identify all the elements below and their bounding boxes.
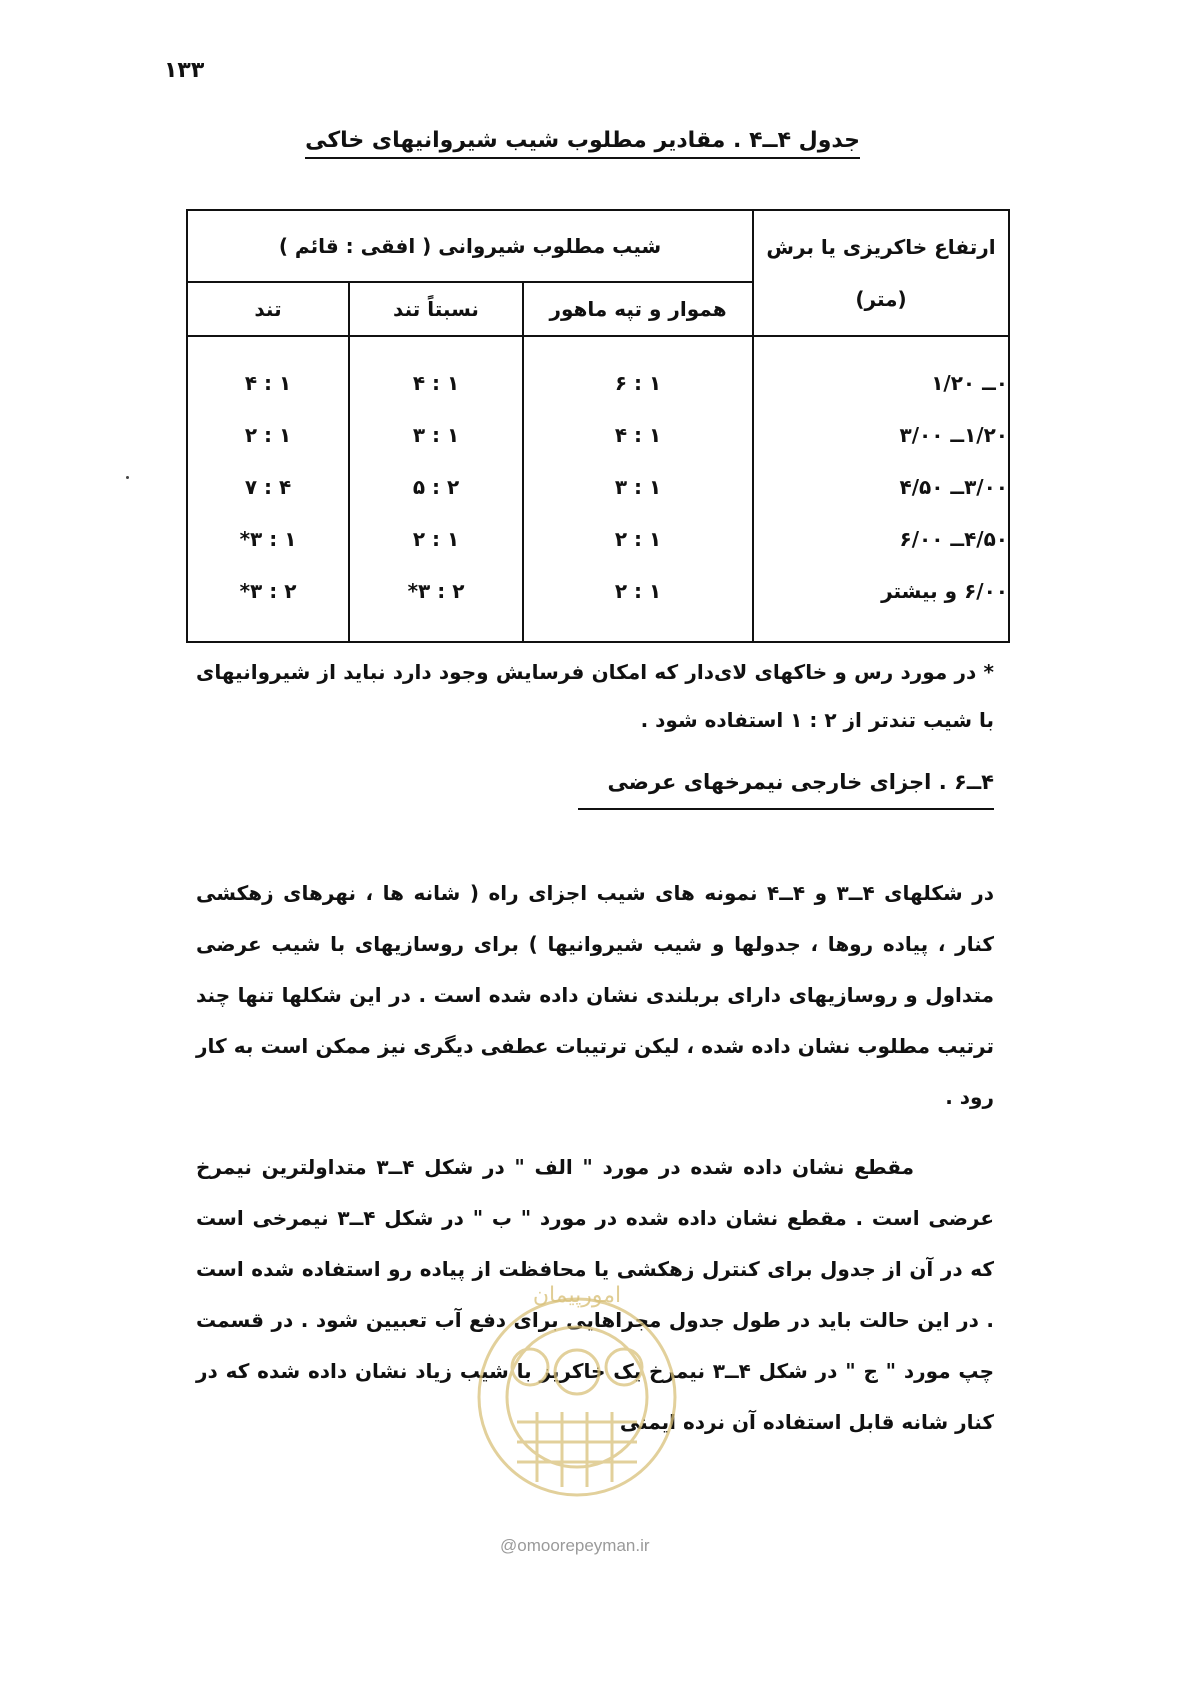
header-relatively-steep: نسبتاً تند xyxy=(349,282,523,336)
watermark-site: @omoorepeyman.ir xyxy=(500,1536,650,1555)
cell-range: ۶/۰۰ و بیشتر xyxy=(753,565,1009,617)
body-paragraph: مقطع نشان داده شده در مورد " الف " در شکل ۴ــ۳ متداولترین نیمرخ عرضی است . مقطع نشان داده شده در مورد " ب " در شکل ۴ــ۳ نیمرخی است که در آن از جدول برای کنترل زهکشی یا محافظت از پیاده رو استفاده شده است . در این حالت باید در طول جدول مجراهایی برای دفع آب تعبیین شود . در قسمت چپ مورد " ج " در شکل ۴ــ۳ نیمرخ یک خاکریز با شیب زیاد نشان داده شده که در کنار شانه قابل استفاده آن نرده ایمنی xyxy=(196,1155,995,1434)
table-row xyxy=(187,336,1009,409)
page-number: ۱۳۳ xyxy=(164,58,205,83)
table-row xyxy=(187,565,1009,617)
cell-range: ۰ــ ۱/۲۰ xyxy=(753,336,1009,409)
header-height: ارتفاع خاکریزی یا برش (متر) xyxy=(753,210,1009,336)
table-row xyxy=(187,409,1009,461)
cell-flat: ۱ : ۳ xyxy=(523,461,753,513)
cell-steep: ۱ : ۲ xyxy=(187,409,349,461)
cell-steep: ۱ : ۴ xyxy=(187,336,349,409)
watermark-seal-icon xyxy=(472,1272,682,1522)
cell-relatively-steep: ۱ : ۴ xyxy=(349,336,523,409)
header-flat: هموار و تپه ماهور xyxy=(523,282,753,336)
body-paragraph: در شکلهای ۴ــ۳ و ۴ــ۴ نمونه های شیب اجزای راه ( شانه ها ، نهرهای زهکشی کنار ، پیاده روها ، جدولها و شیب شیروانیها ) برای روسازیهای با شیب عرضی متداول و روسازیهای دارای بربلندی نشان داده شده است . در این شکلها تنها چند ترتیب مطلوب نشان داده شده ، لیکن ترتیبات عطفی دیگری نیز ممکن است به کار رود . xyxy=(196,881,994,1109)
table-row xyxy=(187,461,1009,513)
cell-range: ۴/۵۰ــ ۶/۰۰ xyxy=(753,513,1009,565)
table-footnote: * در مورد رس و خاکهای لای‌دار که امکان فرسایش وجود دارد نباید از شیروانیهای با شیب تندتر از ۲ : ۱ استفاده شود . xyxy=(196,660,994,732)
cell-flat: ۱ : ۶ xyxy=(523,336,753,409)
table-spacer-row xyxy=(187,617,1009,642)
section-heading: ۴ــ۶ . اجزای خارجی نیمرخهای عرضی xyxy=(578,770,994,810)
table-row xyxy=(187,513,1009,565)
cell-steep: ۴ : ۷ xyxy=(187,461,349,513)
cell-relatively-steep: ۲ : ۵ xyxy=(349,461,523,513)
cell-flat: ۱ : ۲ xyxy=(523,513,753,565)
cell-flat: ۱ : ۴ xyxy=(523,409,753,461)
header-slope-group: شیب مطلوب شیروانی ( افقی : قائم ) xyxy=(187,210,753,282)
table-caption: جدول ۴ــ۴ . مقادیر مطلوب شیب شیروانیهای خاکی xyxy=(305,128,860,159)
cell-steep: ۱ : ۳* xyxy=(187,513,349,565)
header-steep: تند xyxy=(187,282,349,336)
cell-range: ۳/۰۰ــ ۴/۵۰ xyxy=(753,461,1009,513)
slope-table xyxy=(186,209,1010,643)
watermark-seal-text: امورپیمان xyxy=(532,1283,622,1308)
cell-range: ۱/۲۰ــ ۳/۰۰ xyxy=(753,409,1009,461)
cell-flat: ۱ : ۲ xyxy=(523,565,753,617)
cell-relatively-steep: ۱ : ۲ xyxy=(349,513,523,565)
cell-steep: ۲ : ۳* xyxy=(187,565,349,617)
cell-relatively-steep: ۱ : ۳ xyxy=(349,409,523,461)
cell-relatively-steep: ۲ : ۳* xyxy=(349,565,523,617)
scan-speck xyxy=(126,476,129,479)
